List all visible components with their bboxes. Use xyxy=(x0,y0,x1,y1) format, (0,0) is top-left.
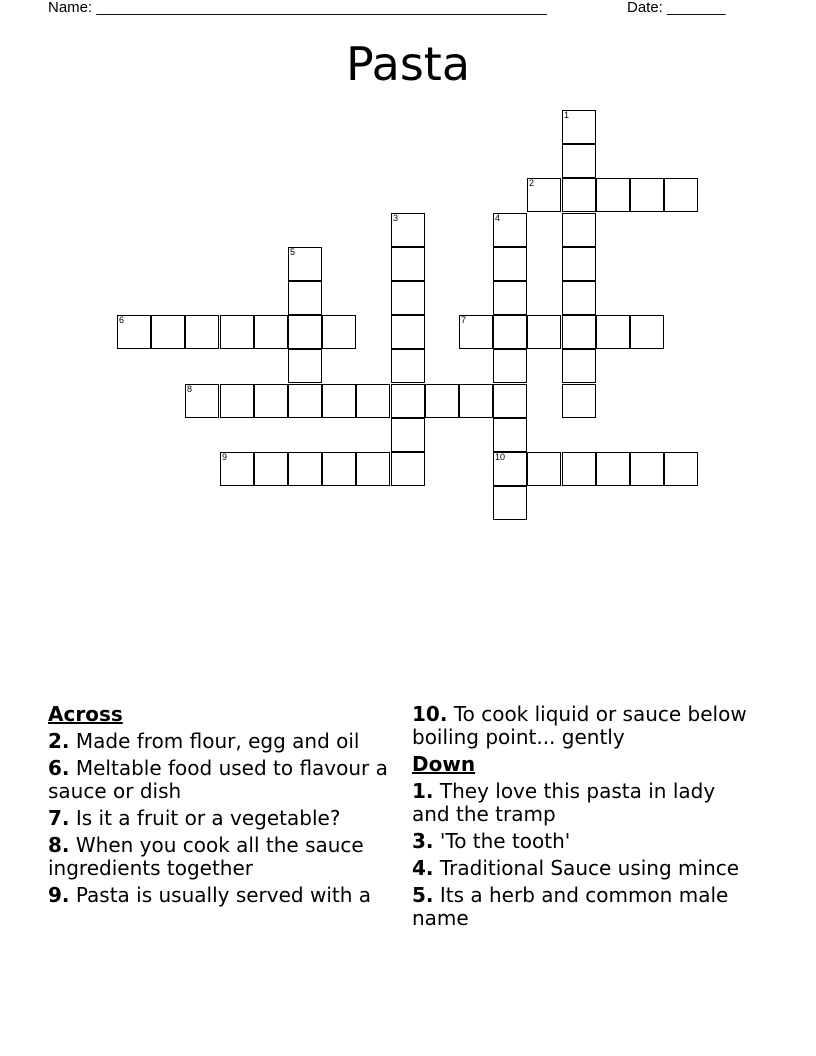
crossword-cell[interactable] xyxy=(493,384,527,418)
clue-number: 7 xyxy=(461,315,467,325)
clue-across-8: 8. When you cook all the sauce ingredients together xyxy=(48,833,364,880)
crossword-cell[interactable] xyxy=(493,247,527,281)
clue-across-10: 10. To cook liquid or sauce below boiling point... gently xyxy=(412,702,747,749)
down-heading: Down xyxy=(412,752,476,776)
clues-column-right xyxy=(412,703,757,934)
crossword-cell[interactable] xyxy=(288,281,322,315)
crossword-cell[interactable] xyxy=(288,452,322,486)
crossword-cell[interactable] xyxy=(459,384,493,418)
crossword-cell[interactable] xyxy=(596,315,630,349)
crossword-cell[interactable] xyxy=(562,110,596,144)
crossword-cell[interactable] xyxy=(562,315,596,349)
clue-down-4: 4. Traditional Sauce using mince xyxy=(412,856,740,880)
crossword-cell[interactable] xyxy=(151,315,185,349)
crossword-cell[interactable] xyxy=(391,247,425,281)
crossword-cell[interactable] xyxy=(185,315,219,349)
crossword-cell[interactable] xyxy=(356,452,390,486)
crossword-cell[interactable] xyxy=(254,384,288,418)
crossword-cell[interactable] xyxy=(220,315,254,349)
clues-column-left xyxy=(48,703,388,911)
crossword-cell[interactable] xyxy=(288,315,322,349)
clue-across-2: 2. Made from flour, egg and oil xyxy=(48,729,360,753)
crossword-cell[interactable] xyxy=(630,315,664,349)
crossword-cell[interactable] xyxy=(493,281,527,315)
date-field-label: Date: _______ xyxy=(627,0,726,16)
clue-down-3: 3. 'To the tooth' xyxy=(412,829,571,853)
crossword-cell[interactable] xyxy=(220,384,254,418)
crossword-cell[interactable] xyxy=(562,349,596,383)
crossword-cell[interactable] xyxy=(493,213,527,247)
crossword-cell[interactable] xyxy=(596,452,630,486)
crossword-cell[interactable] xyxy=(391,384,425,418)
crossword-cell[interactable] xyxy=(664,452,698,486)
crossword-cell[interactable] xyxy=(185,384,219,418)
crossword-cell[interactable] xyxy=(391,418,425,452)
crossword-cell[interactable] xyxy=(664,178,698,212)
clue-number: 3 xyxy=(393,213,399,223)
clue-across-7: 7. Is it a fruit or a vegetable? xyxy=(48,806,341,830)
crossword-cell[interactable] xyxy=(493,315,527,349)
crossword-cell[interactable] xyxy=(254,452,288,486)
crossword-cell[interactable] xyxy=(425,384,459,418)
crossword-cell[interactable] xyxy=(493,349,527,383)
crossword-cell[interactable] xyxy=(493,418,527,452)
clue-number: 5 xyxy=(290,247,296,257)
clue-number: 10 xyxy=(495,452,506,462)
crossword-cell[interactable] xyxy=(391,315,425,349)
crossword-cell[interactable] xyxy=(596,178,630,212)
crossword-cell[interactable] xyxy=(288,384,322,418)
clue-across-9: 9. Pasta is usually served with a xyxy=(48,883,372,907)
clue-number: 6 xyxy=(119,315,125,325)
crossword-cell[interactable] xyxy=(322,384,356,418)
clue-number: 2 xyxy=(529,178,535,188)
crossword-cell[interactable] xyxy=(493,486,527,520)
name-field-label: Name: ______________________________________________________ xyxy=(48,0,547,16)
crossword-cell[interactable] xyxy=(562,281,596,315)
clue-number: 9 xyxy=(222,452,228,462)
crossword-cell[interactable] xyxy=(391,349,425,383)
across-heading: Across xyxy=(48,702,123,726)
crossword-cell[interactable] xyxy=(391,281,425,315)
crossword-cell[interactable] xyxy=(630,452,664,486)
crossword-cell[interactable] xyxy=(288,247,322,281)
crossword-cell[interactable] xyxy=(562,144,596,178)
crossword-cell[interactable] xyxy=(562,213,596,247)
crossword-cell[interactable] xyxy=(459,315,493,349)
clue-number: 4 xyxy=(495,213,501,223)
clue-down-5: 5. Its a herb and common male name xyxy=(412,883,729,930)
crossword-cell[interactable] xyxy=(356,384,390,418)
crossword-cell[interactable] xyxy=(527,452,561,486)
crossword-cell[interactable] xyxy=(562,247,596,281)
crossword-cell[interactable] xyxy=(562,178,596,212)
crossword-cell[interactable] xyxy=(630,178,664,212)
crossword-cell[interactable] xyxy=(527,178,561,212)
crossword-cell[interactable] xyxy=(391,452,425,486)
crossword-cell[interactable] xyxy=(322,452,356,486)
clue-number: 1 xyxy=(564,110,570,120)
crossword-cell[interactable] xyxy=(493,452,527,486)
crossword-cell[interactable] xyxy=(391,213,425,247)
puzzle-title: Pasta xyxy=(345,37,471,91)
crossword-cell[interactable] xyxy=(562,452,596,486)
clue-down-1: 1. They love this pasta in lady and the tramp xyxy=(412,779,716,826)
crossword-cell[interactable] xyxy=(527,315,561,349)
crossword-cell[interactable] xyxy=(220,452,254,486)
clue-number: 8 xyxy=(187,384,193,394)
crossword-cell[interactable] xyxy=(322,315,356,349)
clue-across-6: 6. Meltable food used to flavour a sauce or dish xyxy=(48,756,388,803)
crossword-cell[interactable] xyxy=(288,349,322,383)
crossword-cell[interactable] xyxy=(254,315,288,349)
crossword-cell[interactable] xyxy=(117,315,151,349)
crossword-cell[interactable] xyxy=(562,384,596,418)
